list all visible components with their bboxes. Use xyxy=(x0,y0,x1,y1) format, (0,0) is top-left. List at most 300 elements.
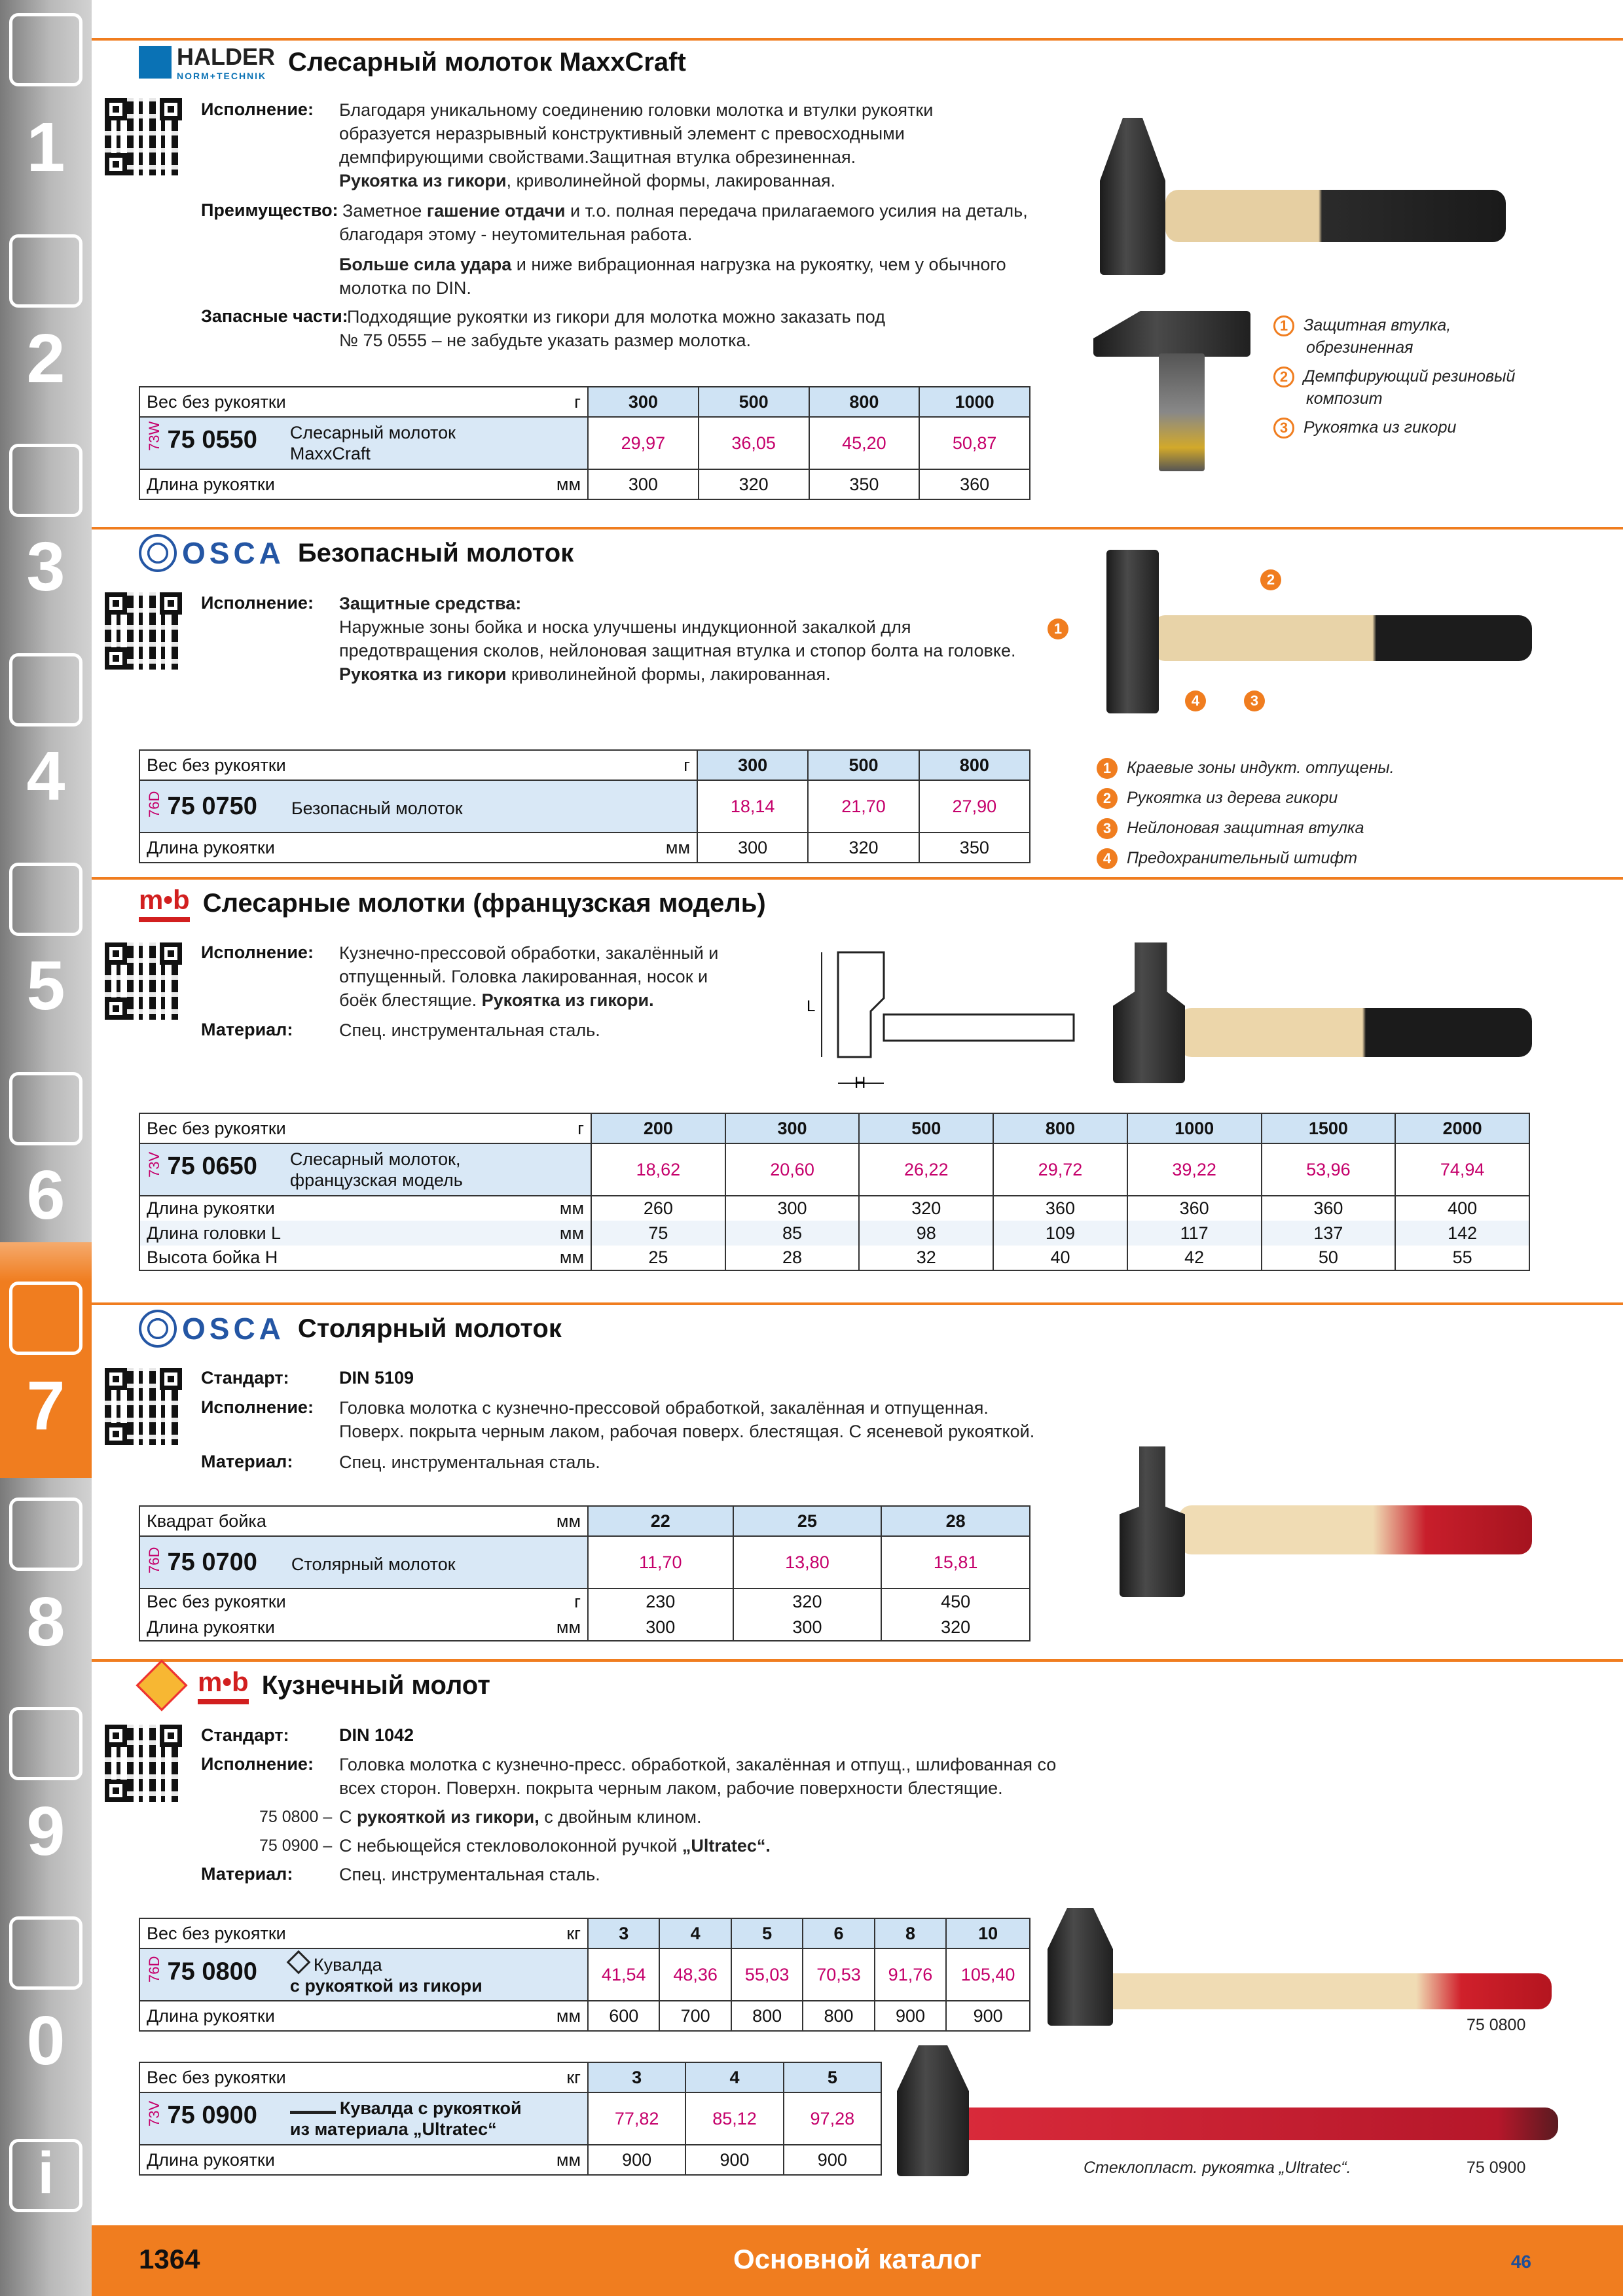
product-tag: 73V xyxy=(146,2100,162,2127)
value-cell: 320 xyxy=(881,1615,1030,1641)
hammer-handle xyxy=(1178,1008,1532,1057)
callout-number: 3 xyxy=(1097,818,1118,839)
price-cell[interactable]: 41,54 xyxy=(588,1948,659,2001)
table-row xyxy=(139,387,1030,417)
hammer-handle xyxy=(1152,615,1532,661)
value-cell: 900 xyxy=(875,2001,946,2031)
column-header: 500 xyxy=(859,1113,993,1143)
table-cell xyxy=(139,1536,588,1588)
tab-gloss xyxy=(0,1242,92,1282)
price-cell[interactable]: 77,82 xyxy=(588,2092,685,2145)
mb-logo-bar xyxy=(198,1699,249,1704)
qr-code-icon[interactable] xyxy=(105,98,182,175)
value-cell: 85 xyxy=(725,1221,860,1246)
product-name: Кувалда xyxy=(313,1954,382,1975)
text-line: № 75 0555 – не забудьте указать размер молотка. xyxy=(339,331,751,350)
text-part: Заметное xyxy=(342,201,427,221)
sidebar-tab-label: 9 xyxy=(26,1793,65,1870)
value-cell: 300 xyxy=(733,1615,882,1641)
sidebar-tab-6[interactable] xyxy=(0,1046,92,1242)
article-number[interactable]: 75 0750 xyxy=(167,792,257,820)
hammer-head xyxy=(1048,1908,1113,2026)
label-execution: Исполнение: xyxy=(201,99,314,119)
price-cell[interactable]: 39,22 xyxy=(1127,1143,1262,1196)
price-cell[interactable]: 55,03 xyxy=(731,1948,803,2001)
cabinet-icon xyxy=(9,1707,82,1780)
osca-logo xyxy=(139,534,285,572)
value-cell: 360 xyxy=(1262,1196,1396,1221)
column-header: 1000 xyxy=(919,387,1030,417)
column-header: 8 xyxy=(875,1918,946,1948)
price-cell[interactable]: 97,28 xyxy=(784,2092,881,2145)
value-cell: 700 xyxy=(659,2001,731,2031)
row-label: Длина рукоятки xyxy=(147,1198,275,1218)
text-line: всех сторон. Поверхн. покрыта черным лаком, рабочие поверхности блестящие. xyxy=(339,1778,1003,1798)
qr-code-icon[interactable] xyxy=(105,1368,182,1445)
article-number[interactable]: 75 0800 xyxy=(167,1958,257,1986)
column-header: 5 xyxy=(731,1918,803,1948)
column-header: 300 xyxy=(588,387,699,417)
sidebar-tab-label: 1 xyxy=(26,109,65,186)
pliers-icon xyxy=(9,1282,82,1355)
execution-text xyxy=(339,592,1015,686)
execution-text xyxy=(339,1396,1034,1443)
bold-text: Рукоятка из гикори xyxy=(339,171,507,190)
sidebar xyxy=(0,0,92,2296)
price-cell[interactable]: 15,81 xyxy=(881,1536,1030,1588)
value-cell: 320 xyxy=(733,1588,882,1615)
unit: мм xyxy=(559,1223,584,1243)
value-cell: 900 xyxy=(685,2145,783,2175)
legend-text: Предохранительный штифт xyxy=(1127,849,1358,867)
unit: мм xyxy=(556,1617,581,1637)
variant-code: 75 0900 – xyxy=(259,1837,333,1855)
material-text: Спец. инструментальная сталь. xyxy=(339,1452,600,1472)
sidebar-tab-0[interactable] xyxy=(0,1897,92,2106)
price-cell[interactable]: 45,20 xyxy=(809,417,920,469)
safety-hammer-legend xyxy=(1097,753,1395,873)
halder-logo-subtext: NORM+TECHNIK xyxy=(177,71,267,81)
table-cell xyxy=(139,2001,588,2031)
price-cell[interactable]: 26,22 xyxy=(859,1143,993,1196)
row-label: Квадрат бойка xyxy=(147,1511,266,1531)
callout-number: 2 xyxy=(1097,788,1118,809)
table-row[interactable] xyxy=(139,2092,881,2145)
column-header: 4 xyxy=(659,1918,731,1948)
text-line: Головка молотка с кузнечно-пресс. обработкой, закалённая и отпущ., шлифованная со xyxy=(339,1755,1057,1774)
mb-logo xyxy=(139,884,190,922)
callout-number: 3 xyxy=(1273,418,1294,439)
sidebar-tab-info[interactable] xyxy=(0,2106,92,2224)
value-cell: 320 xyxy=(808,833,919,863)
value-cell: 900 xyxy=(784,2145,881,2175)
text-part: С xyxy=(339,1807,357,1827)
value-cell: 400 xyxy=(1395,1196,1529,1221)
halder-logo-mark-icon xyxy=(139,46,172,79)
table-cell xyxy=(139,2145,588,2175)
legend-text: Защитная втулка, xyxy=(1304,316,1451,334)
value-cell: 300 xyxy=(588,1615,733,1641)
safety-goggles-icon xyxy=(9,1916,82,1990)
material-text: Спец. инструментальная сталь. xyxy=(339,1020,600,1040)
price-cell[interactable]: 48,36 xyxy=(659,1948,731,2001)
sidebar-tab-label: 6 xyxy=(26,1157,65,1234)
product-tag: 76D xyxy=(146,791,162,817)
article-number[interactable]: 75 0650 xyxy=(167,1153,257,1181)
osca-logo-text: OSCA xyxy=(182,1312,285,1346)
callout-1: 1 xyxy=(1048,619,1068,639)
legend-item xyxy=(1273,314,1515,336)
hammer-handle xyxy=(1165,190,1506,242)
text-line xyxy=(339,169,933,192)
column-header: 5 xyxy=(784,2062,881,2092)
sledgehammer-ultratec-image xyxy=(890,2045,1571,2176)
unit: кг xyxy=(566,1923,581,1943)
table-cell xyxy=(139,1246,591,1270)
section-divider xyxy=(92,877,1623,880)
material-text: Спец. инструментальная сталь. xyxy=(339,1865,600,1884)
value-cell: 28 xyxy=(725,1246,860,1270)
section-divider xyxy=(92,527,1623,529)
osca-logo-text: OSCA xyxy=(182,536,285,570)
price-cell[interactable]: 13,80 xyxy=(733,1536,882,1588)
column-header: 28 xyxy=(881,1506,1030,1536)
price-cell[interactable]: 105,40 xyxy=(946,1948,1030,2001)
halder-logo-text: HALDER xyxy=(177,43,275,70)
column-header: 25 xyxy=(733,1506,882,1536)
variant-code: 75 0800 – xyxy=(259,1808,333,1826)
mb-logo-text: m•b xyxy=(139,884,190,915)
label-standard: Стандарт: xyxy=(201,1368,289,1388)
sidebar-tab-label: 0 xyxy=(26,2002,65,2079)
label-execution: Исполнение: xyxy=(201,1754,314,1774)
sidebar-tab-8[interactable] xyxy=(0,1478,92,1687)
sidebar-tab-9[interactable] xyxy=(0,1687,92,1897)
price-cell[interactable]: 36,05 xyxy=(699,417,809,469)
label-execution: Исполнение: xyxy=(201,593,314,613)
table-cell xyxy=(139,2092,588,2145)
column-header: 500 xyxy=(808,750,919,780)
section-header-joiner-hammer xyxy=(139,1306,562,1352)
dimension-label-h: H xyxy=(854,1074,866,1092)
sidebar-tab-1[interactable] xyxy=(0,0,92,208)
unit: мм xyxy=(665,837,690,857)
image-caption: 75 0800 xyxy=(1467,2016,1526,2034)
table-cell xyxy=(139,2062,588,2092)
sidebar-tab-7[interactable] xyxy=(0,1242,92,1478)
image-caption: 75 0900 xyxy=(1467,2159,1526,2177)
value-cell: 50 xyxy=(1262,1246,1396,1270)
row-label: Длина рукоятки xyxy=(147,2005,275,2026)
text-part: с двойным клином. xyxy=(539,1807,702,1827)
sidebar-tab-3[interactable] xyxy=(0,418,92,627)
halder-logo xyxy=(139,43,275,81)
unit: мм xyxy=(559,1198,584,1218)
section-title: Кузнечный молот xyxy=(261,1670,490,1700)
hammer-head-cutaway xyxy=(1093,311,1250,357)
execution-text xyxy=(339,98,933,192)
table-row xyxy=(139,750,1030,780)
variant-text xyxy=(339,1805,702,1829)
section-title: Слесарные молотки (французская модель) xyxy=(202,888,766,918)
osca-logo-mark-icon xyxy=(139,534,177,572)
standard-value: DIN 5109 xyxy=(339,1368,414,1388)
mb-logo-text: m•b xyxy=(198,1666,249,1697)
value-cell: 142 xyxy=(1395,1221,1529,1246)
hammer-handle xyxy=(1100,1973,1552,2009)
unit: кг xyxy=(566,2067,581,2087)
bold-text: Больше сила удара xyxy=(339,255,512,274)
text-part: боёк блестящие. xyxy=(339,990,482,1010)
catalog-title: Основной каталог xyxy=(733,2244,981,2274)
callout-number: 2 xyxy=(1273,367,1294,387)
caliper-icon xyxy=(9,653,82,726)
table-cell xyxy=(139,750,697,780)
price-cell[interactable]: 21,70 xyxy=(808,780,919,833)
column-header: 3 xyxy=(588,1918,659,1948)
table-cell xyxy=(139,1918,588,1948)
column-header: 2000 xyxy=(1395,1113,1529,1143)
row-label: Вес без рукоятки xyxy=(147,391,286,412)
price-cell[interactable]: 29,97 xyxy=(588,417,699,469)
price-cell[interactable]: 85,12 xyxy=(685,2092,783,2145)
hammer-head xyxy=(897,2045,969,2176)
callout-number: 1 xyxy=(1273,315,1294,336)
column-header: 300 xyxy=(697,750,808,780)
value-cell: 350 xyxy=(919,833,1030,863)
hammer-head xyxy=(1106,550,1159,713)
value-cell: 260 xyxy=(591,1196,725,1221)
value-cell: 117 xyxy=(1127,1221,1262,1246)
standard-value: DIN 1042 xyxy=(339,1725,414,1745)
value-cell: 300 xyxy=(725,1196,860,1221)
price-cell[interactable]: 27,90 xyxy=(919,780,1030,833)
price-cell[interactable]: 53,96 xyxy=(1262,1143,1396,1196)
legend-text: композит xyxy=(1306,389,1383,408)
value-cell: 300 xyxy=(697,833,808,863)
column-header: 4 xyxy=(685,2062,783,2092)
value-cell: 360 xyxy=(1127,1196,1262,1221)
value-cell: 320 xyxy=(699,469,809,499)
product-name: Кувалда с рукояткой xyxy=(339,2098,522,2118)
callout-number: 1 xyxy=(1097,758,1118,779)
label-spare-parts: Запасные части: xyxy=(201,306,348,326)
column-header: 6 xyxy=(803,1918,874,1948)
section-title: Столярный молоток xyxy=(297,1314,562,1343)
label-material: Материал: xyxy=(201,1452,293,1471)
hammer-sleeve xyxy=(1159,353,1205,471)
column-header: 200 xyxy=(591,1113,725,1143)
table-cell xyxy=(139,1506,588,1536)
value-cell: 55 xyxy=(1395,1246,1529,1270)
table-row xyxy=(139,1918,1030,1948)
table-cell xyxy=(139,833,697,863)
row-label: Длина рукоятки xyxy=(147,474,275,494)
legend-item xyxy=(1273,365,1515,387)
value-cell: 900 xyxy=(946,2001,1030,2031)
column-header: 22 xyxy=(588,1506,733,1536)
table-row xyxy=(139,1588,1030,1615)
text-line xyxy=(342,199,1028,223)
mb-mini-logo-icon xyxy=(290,2102,336,2114)
value-cell: 32 xyxy=(859,1246,993,1270)
sidebar-tab-4[interactable] xyxy=(0,627,92,836)
product-name: с рукояткой из гикори xyxy=(289,1975,483,1996)
bull-diamond-logo-icon xyxy=(136,1659,187,1711)
product-tag: 73W xyxy=(146,421,162,452)
product-tag: 76D xyxy=(146,1547,162,1573)
label-material: Материал: xyxy=(201,1864,293,1884)
legend-text: Краевые зоны индукт. отпущены. xyxy=(1127,759,1395,777)
table-row[interactable] xyxy=(139,1536,1030,1588)
table-cell xyxy=(139,1113,591,1143)
table-cell xyxy=(139,1948,588,2001)
sidebar-tab-2[interactable] xyxy=(0,208,92,418)
row-label: Вес без рукоятки xyxy=(147,1118,286,1138)
section-title: Безопасный молоток xyxy=(297,538,574,567)
table-row xyxy=(139,1221,1529,1246)
article-number[interactable]: 75 0550 xyxy=(167,426,257,454)
sidebar-tab-label: 4 xyxy=(26,738,65,815)
text-line xyxy=(339,253,1028,276)
bold-text: рукояткой из гикори, xyxy=(357,1807,539,1827)
row-label: Вес без рукоятки xyxy=(147,1923,286,1943)
price-cell[interactable]: 91,76 xyxy=(875,1948,946,2001)
article-number[interactable]: 75 0900 xyxy=(167,2102,257,2130)
article-number[interactable]: 75 0700 xyxy=(167,1548,257,1576)
table-row xyxy=(139,833,1030,863)
column-header: 300 xyxy=(725,1113,860,1143)
value-cell: 25 xyxy=(591,1246,725,1270)
unit: г xyxy=(684,755,690,775)
section-divider xyxy=(92,1302,1623,1305)
hammer-head xyxy=(1120,1446,1185,1597)
price-table-750750 xyxy=(139,749,1030,863)
section-divider xyxy=(92,1659,1623,1662)
product-name: Слесарный молоток, xyxy=(289,1149,461,1169)
label-execution: Исполнение: xyxy=(201,1397,314,1417)
osca-logo-mark-icon xyxy=(139,1310,177,1348)
text-line xyxy=(339,662,1015,686)
text-line: демпфирующими свойствами.Защитная втулка обрезиненная. xyxy=(339,147,856,167)
column-header: 800 xyxy=(993,1113,1127,1143)
table-row[interactable] xyxy=(139,780,1030,833)
table-cell xyxy=(139,417,588,469)
unit: г xyxy=(577,1118,584,1138)
price-cell[interactable]: 74,94 xyxy=(1395,1143,1529,1196)
price-cell[interactable]: 18,14 xyxy=(697,780,808,833)
section-header-french-hammer xyxy=(139,880,766,926)
value-cell: 600 xyxy=(588,2001,659,2031)
price-table-750550 xyxy=(139,386,1030,500)
price-table-750800 xyxy=(139,1918,1030,2032)
price-cell[interactable]: 20,60 xyxy=(725,1143,860,1196)
bold-text: Рукоятка из гикори xyxy=(339,664,507,684)
row-label: Длина рукоятки xyxy=(147,2149,275,2170)
page-number: 1364 xyxy=(139,2244,200,2274)
table-row[interactable] xyxy=(139,1948,1030,2001)
page-footer xyxy=(92,2225,1623,2296)
product-name: Столярный молоток xyxy=(291,1554,456,1574)
cutting-insert-icon xyxy=(9,234,82,308)
bull-diamond-logo-icon xyxy=(287,1950,311,1974)
text-line: предотвращения сколов, нейлоновая защитная втулка и стопор болта на головке. xyxy=(339,641,1016,660)
value-cell: 40 xyxy=(993,1246,1127,1270)
maxxcraft-cutaway-image xyxy=(1087,308,1257,478)
price-cell[interactable]: 11,70 xyxy=(588,1536,733,1588)
label-standard: Стандарт: xyxy=(201,1725,289,1745)
value-cell: 137 xyxy=(1262,1221,1396,1246)
legend-text: Рукоятка из дерева гикори xyxy=(1127,789,1338,807)
table-row xyxy=(139,1615,1030,1641)
callout-3: 3 xyxy=(1244,691,1265,711)
product-name: MaxxCraft xyxy=(289,444,371,463)
value-cell: 320 xyxy=(859,1196,993,1221)
maxxcraft-hammer-image xyxy=(1087,111,1545,281)
sidebar-tab-5[interactable] xyxy=(0,836,92,1046)
image-caption: Стеклопласт. рукоятка „Ultratec“. xyxy=(1084,2159,1351,2177)
table-cell xyxy=(139,469,588,499)
qr-code-icon[interactable] xyxy=(105,942,182,1020)
hammer-dimension-drawing xyxy=(792,942,1080,1100)
table-row xyxy=(139,1246,1529,1270)
text-line xyxy=(339,988,718,1012)
table-row[interactable] xyxy=(139,417,1030,469)
legend-text: обрезиненная xyxy=(1306,338,1413,357)
advantage-text xyxy=(339,199,1028,300)
qr-code-icon[interactable] xyxy=(105,592,182,670)
french-hammer-image xyxy=(1106,942,1545,1086)
table-cell xyxy=(139,780,697,833)
price-cell[interactable]: 50,87 xyxy=(919,417,1030,469)
product-name: французская модель xyxy=(289,1170,463,1190)
value-cell: 300 xyxy=(588,469,699,499)
value-cell: 98 xyxy=(859,1221,993,1246)
callout-2: 2 xyxy=(1260,569,1281,590)
bold-text: гашение отдачи xyxy=(426,201,566,221)
unit: мм xyxy=(559,1247,584,1267)
legend-item xyxy=(1097,783,1395,813)
wrench-icon xyxy=(9,1072,82,1145)
column-header: 3 xyxy=(588,2062,685,2092)
text-line: Благодаря уникальному соединению головки молотка и втулки рукоятки xyxy=(339,100,934,120)
unit: г xyxy=(574,1592,581,1611)
price-cell[interactable]: 18,62 xyxy=(591,1143,725,1196)
text-line: молотка по DIN. xyxy=(339,278,471,298)
osca-logo xyxy=(139,1310,285,1348)
price-cell[interactable]: 70,53 xyxy=(803,1948,874,2001)
sidebar-tab-label: 5 xyxy=(26,947,65,1024)
hammer-handle xyxy=(1178,1505,1532,1554)
table-row[interactable] xyxy=(139,1143,1529,1196)
table-cell xyxy=(139,387,588,417)
price-cell[interactable]: 29,72 xyxy=(993,1143,1127,1196)
bold-text: „Ultratec“. xyxy=(682,1836,771,1856)
row-label: Высота бойка H xyxy=(147,1247,278,1267)
table-cell xyxy=(139,1615,588,1641)
callout-number: 4 xyxy=(1097,848,1118,869)
price-table-750900 xyxy=(139,2062,882,2176)
section-title: Слесарный молоток MaxxCraft xyxy=(288,47,686,77)
product-name: из материала „Ultratec“ xyxy=(289,2119,497,2139)
sidebar-tab-label: 2 xyxy=(26,320,65,397)
text-part: и ниже вибрационная нагрузка на рукоятку, чем у обычного xyxy=(511,255,1006,274)
text-line: образуется неразрывный конструктивный элемент с превосходными xyxy=(339,124,905,143)
qr-code-icon[interactable] xyxy=(105,1725,182,1802)
legend-item xyxy=(1273,416,1515,439)
variant-text xyxy=(339,1834,771,1857)
sidebar-tab-label: 8 xyxy=(26,1583,65,1660)
